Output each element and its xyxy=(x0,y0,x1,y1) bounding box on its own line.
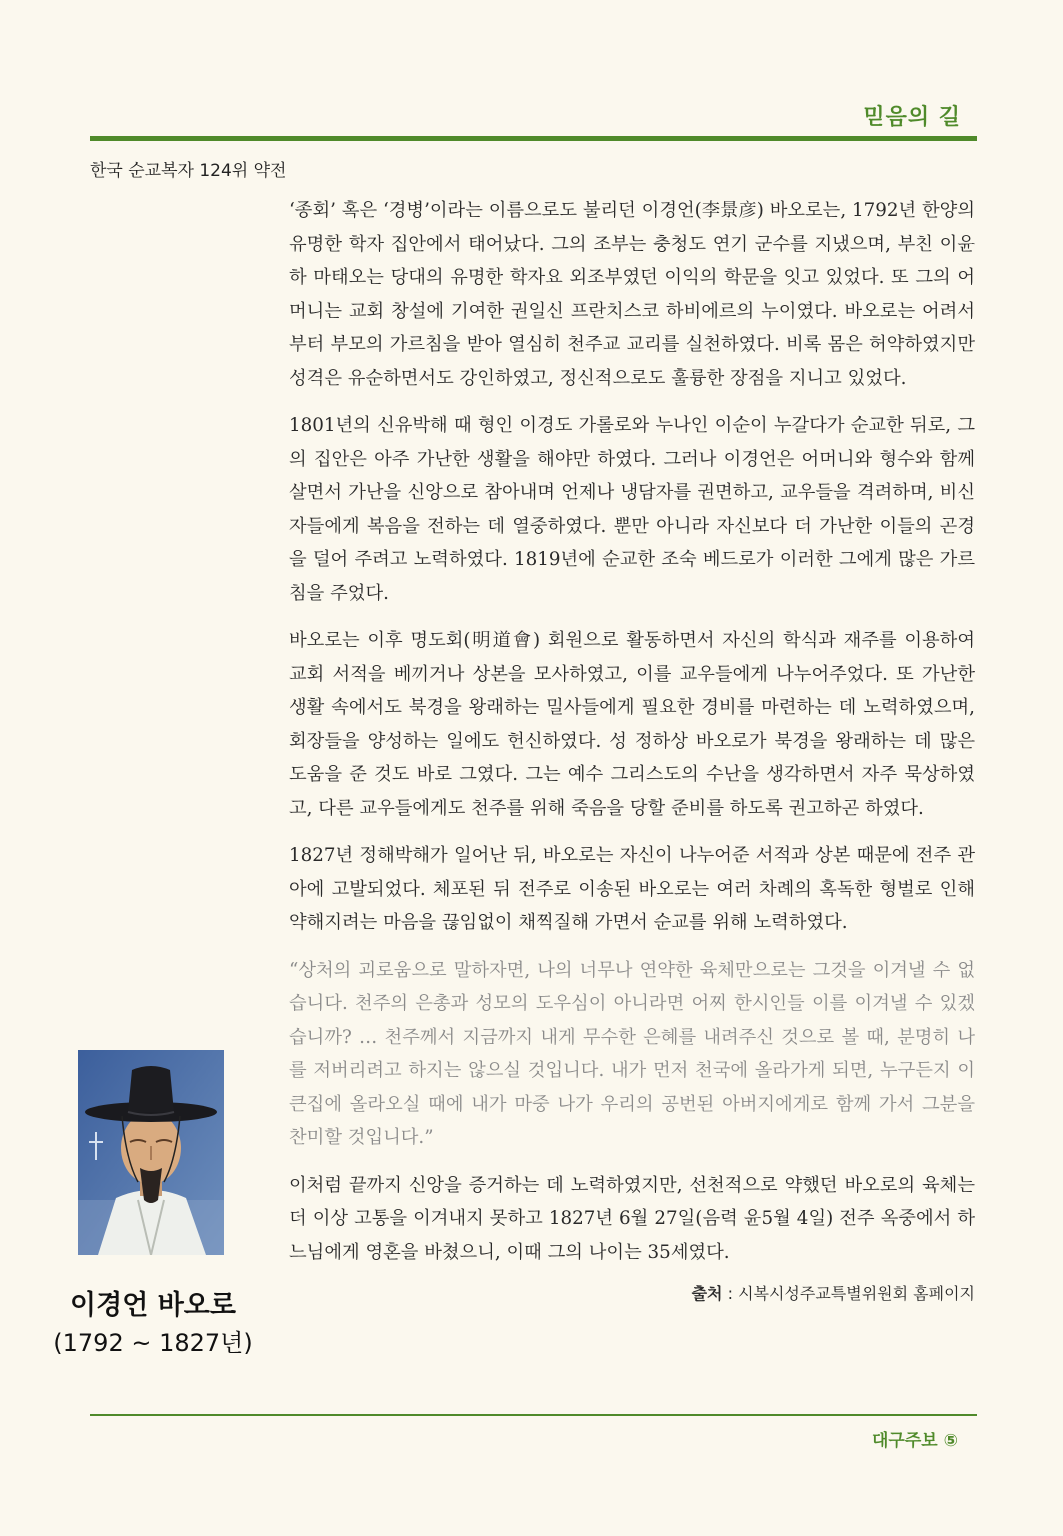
martyr-quote: “상처의 괴로움으로 말하자면, 나의 너무나 연약한 육체만으로는 그것을 이겨낼 수 없습니다. 천주의 은총과 성모의 도우심이 아니라면 어찌 한시인들 이를 이겨낼 수 있겠습니까? … 천주께서 지금까지 내게 무수한 은혜를 내려주신 것으로 볼 때, 분명히 나를 저버리려고 하지는 않으실 것입니다. 내가 먼저 천국에 올라가게 되면, 누구든지 이 큰집에 올라오실 때에 내가 마중 나가 우리의 공번된 아버지에게로 함께 가서 그분을 찬미할 것입니다.” xyxy=(289,959,975,1148)
publication-footer: 대구주보 ⑤ xyxy=(872,1431,958,1451)
header-rule xyxy=(90,136,977,141)
portrait-years: (1792 ~ 1827년) xyxy=(53,1329,253,1357)
paragraph-2: 1801년의 신유박해 때 형인 이경도 가롤로와 누나인 이순이 누갈다가 순교한 뒤로, 그의 집안은 아주 가난한 생활을 해야만 하였다. 그러나 이경언은 어머니와 형수와 함께 살면서 가난을 신앙으로 참아내며 언제나 냉담자를 권면하고, 교우들을 격려하며, 비신자들에게 복음을 전하는 데 열중하였다. 뿐만 아니라 자신보다 더 가난한 이들의 곤경을 덜어 주려고 노력하였다. 1819년에 순교한 조숙 베드로가 이러한 그에게 많은 가르침을 주었다. xyxy=(289,415,975,604)
paragraph-4: 1827년 정해박해가 일어난 뒤, 바오로는 자신이 나누어준 서적과 상본 때문에 전주 관아에 고발되었다. 체포된 뒤 전주로 이송된 바오로는 여러 차례의 혹독한 형벌로 인해 약해지려는 마음을 끊임없이 채찍질해 가면서 순교를 위해 노력하였다. xyxy=(289,845,975,933)
source-text: : 시복시성주교특별위원회 홈페이지 xyxy=(722,1284,975,1303)
section-title: 믿음의 길 xyxy=(863,105,961,130)
article-body xyxy=(289,194,975,1311)
paragraph-3: 바오로는 이후 명도회(明道會) 회원으로 활동하면서 자신의 학식과 재주를 이용하여 교회 서적을 베끼거나 상본을 모사하였고, 이를 교우들에게 나누어주었다. 또 가난한 생활 속에서도 북경을 왕래하는 밀사들에게 필요한 경비를 마련하는 데 노력하였으며, 회장들을 양성하는 일에도 헌신하였다. 성 정하상 바오로가 북경을 왕래하는 데 많은 도움을 준 것도 바로 그였다. 그는 예수 그리스도의 수난을 생각하면서 자주 묵상하였고, 다른 교우들에게도 천주를 위해 죽음을 당할 준비를 하도록 권고하곤 하였다. xyxy=(289,630,975,819)
portrait-name: 이경언 바오로 xyxy=(70,1290,236,1321)
source-label: 출처 xyxy=(691,1284,723,1303)
closing-paragraph: 이처럼 끝까지 신앙을 증거하는 데 노력하였지만, 선천적으로 약했던 바오로의 육체는 더 이상 고통을 이겨내지 못하고 1827년 6월 27일(음력 윤5월 4일) 전주 옥중에서 하느님에게 영혼을 바쳤으니, 이때 그의 나이는 35세였다. xyxy=(289,1174,975,1263)
source-credit xyxy=(289,1277,975,1311)
footer-rule xyxy=(90,1414,977,1416)
paragraph-1: ‘종회’ 혹은 ‘경병’이라는 이름으로도 불리던 이경언(李景彦) 바오로는, 1792년 한양의 유명한 학자 집안에서 태어났다. 그의 조부는 충청도 연기 군수를 지냈으며, 부친 이윤하 마태오는 당대의 유명한 학자요 외조부였던 이익의 학문을 잇고 있었다. 또 그의 어머니는 교회 창설에 기여한 권일신 프란치스코 하비에르의 누이였다. 바오로는 어려서부터 부모의 가르침을 받아 열심히 천주교 교리를 실천하였다. 비록 몸은 허약하였지만 성격은 유순하면서도 강인하였고, 정신적으로도 훌륭한 장점을 지니고 있었다. xyxy=(289,200,975,389)
page-subtitle: 한국 순교복자 124위 약전 xyxy=(90,161,287,181)
portrait-image xyxy=(78,1050,224,1255)
